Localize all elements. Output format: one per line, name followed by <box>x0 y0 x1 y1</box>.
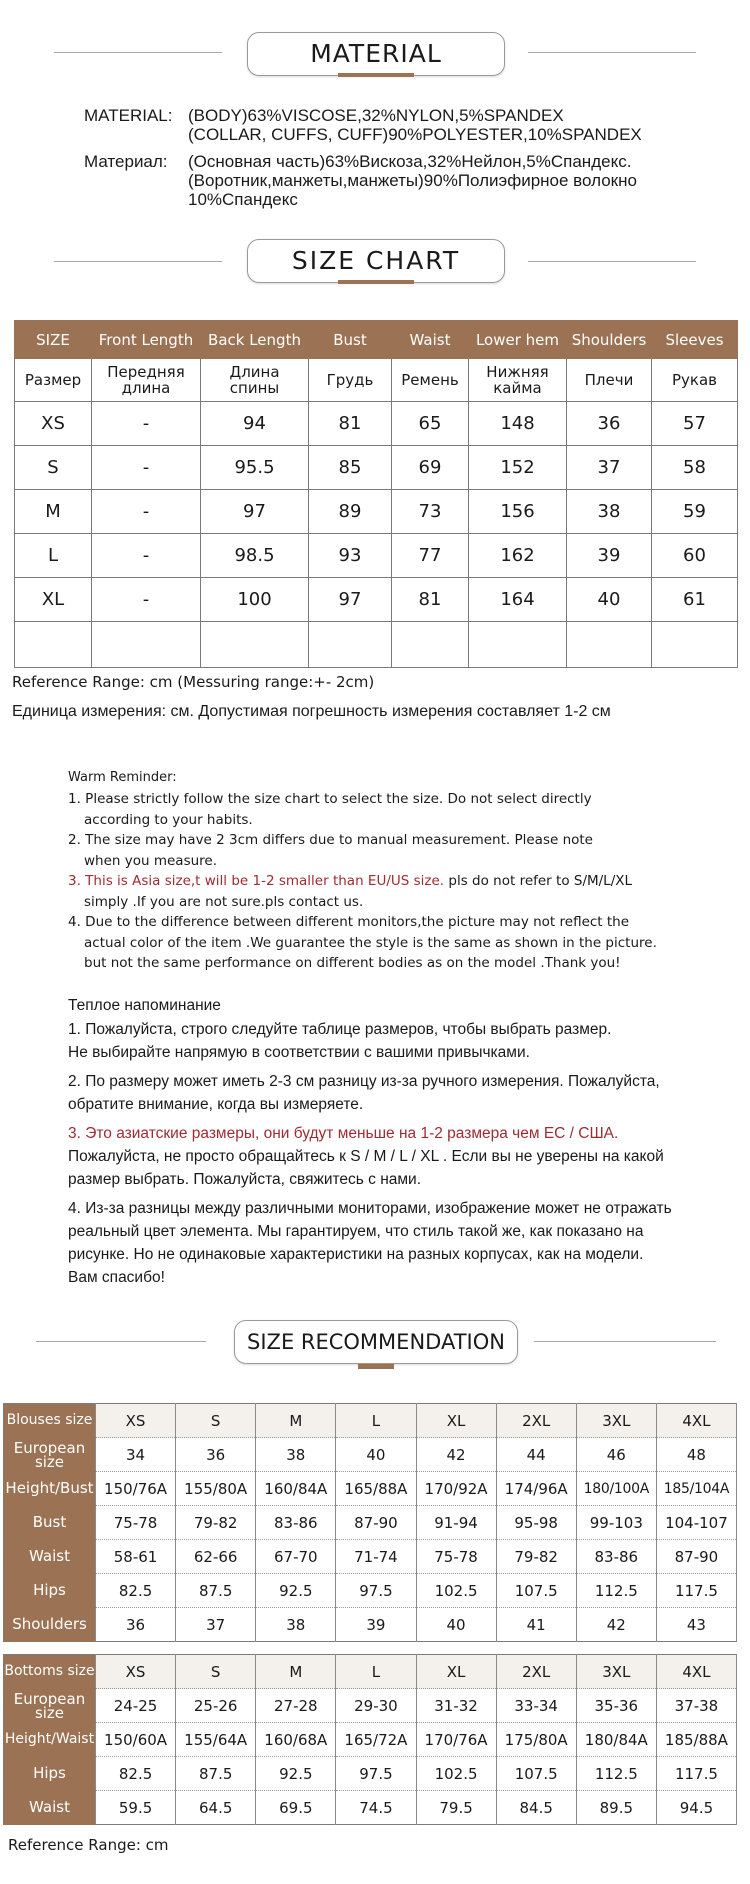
reminder-line: Не выбирайте напрямую в соответствии с вашими привычками. <box>68 1044 530 1061</box>
row-header-cell: Height/Bust <box>4 1472 96 1506</box>
reminder-line: 2. По размеру может иметь 2-3 см разницу из-за ручного измерения. Пожалуйста, <box>68 1073 660 1090</box>
reminder-highlight: 3. This is Asia size,t will be 1-2 smaller than EU/US size. <box>68 873 445 889</box>
value-cell: 79-82 <box>496 1540 576 1574</box>
header-cell: SIZE <box>15 321 92 359</box>
value-cell: 165/88A <box>336 1472 416 1506</box>
row-header-cell: Height/Waist <box>4 1723 96 1757</box>
warm-reminder-items <box>68 789 728 974</box>
value-cell: 174/96A <box>496 1472 576 1506</box>
header-cell: Front Length <box>92 321 201 359</box>
value-cell: 33-34 <box>496 1689 576 1723</box>
size-chart-header-ru-row <box>15 359 738 402</box>
bottoms-row <box>4 1791 737 1825</box>
material-ru-line: (Основная часть)63%Вискоза,32%Нейлон,5%Спандекс. <box>188 152 632 171</box>
measurement-cell: 60 <box>652 534 738 578</box>
row-header-cell: Hips <box>4 1574 96 1608</box>
value-cell: 102.5 <box>416 1574 496 1608</box>
value-cell: 180/100A <box>576 1472 656 1506</box>
measurement-cell: 73 <box>392 490 469 534</box>
value-cell: 38 <box>256 1608 336 1642</box>
measurement-cell: 57 <box>652 402 738 446</box>
value-cell: 97.5 <box>336 1757 416 1791</box>
empty-cell <box>92 622 201 668</box>
warm-reminder-ru-items <box>68 1018 738 1289</box>
measurement-cell: 93 <box>309 534 392 578</box>
size-chart-body <box>15 402 738 668</box>
reminder-line: реальный цвет элемента. Мы гарантируем, что стиль такой же, как показано на <box>68 1223 644 1240</box>
measurement-cell: 156 <box>469 490 567 534</box>
value-cell: 36 <box>176 1438 256 1472</box>
header-ru-cell <box>201 359 309 402</box>
measurement-cell: 97 <box>309 578 392 622</box>
header-cell: Sleeves <box>652 321 738 359</box>
empty-cell <box>309 622 392 668</box>
header-ru-text: длина <box>121 379 171 397</box>
empty-cell <box>652 622 738 668</box>
value-cell: 91-94 <box>416 1506 496 1540</box>
header-ru-text: Передняя <box>107 363 185 381</box>
value-cell: M <box>256 1404 336 1438</box>
value-cell: 58-61 <box>96 1540 176 1574</box>
value-cell: 117.5 <box>656 1757 736 1791</box>
header-cell: Shoulders <box>567 321 652 359</box>
measurement-cell: 36 <box>567 402 652 446</box>
size-label-cell: XS <box>15 402 92 446</box>
divider-line <box>528 52 696 53</box>
reminder-line: but not the same performance on different bodies as on the model .Thank you! <box>84 955 621 971</box>
size-chart-row <box>15 578 738 622</box>
value-cell: 4XL <box>656 1655 736 1689</box>
reminder-line <box>68 871 728 892</box>
reminder-item <box>68 830 728 871</box>
reminder-item <box>68 1197 738 1289</box>
value-cell: 99-103 <box>576 1506 656 1540</box>
value-cell: 104-107 <box>656 1506 736 1540</box>
header-ru-cell <box>392 359 469 402</box>
size-chart-row <box>15 446 738 490</box>
value-cell: 170/76A <box>416 1723 496 1757</box>
size-chart-row <box>15 490 738 534</box>
row-header-cell: Bust <box>4 1506 96 1540</box>
material-ru-line: 10%Спандекс <box>188 190 298 209</box>
measurement-cell: 58 <box>652 446 738 490</box>
row-header-cell: Hips <box>4 1757 96 1791</box>
blouses-row <box>4 1472 737 1506</box>
row-header-cell: Blouses size <box>4 1404 96 1438</box>
value-cell: 107.5 <box>496 1574 576 1608</box>
value-cell: 29-30 <box>336 1689 416 1723</box>
measurement-cell: 65 <box>392 402 469 446</box>
value-cell: 64.5 <box>176 1791 256 1825</box>
value-cell: 160/68A <box>256 1723 336 1757</box>
value-cell: 170/92A <box>416 1472 496 1506</box>
value-cell: 37-38 <box>656 1689 736 1723</box>
divider-line <box>534 1341 716 1342</box>
measurement-cell: 89 <box>309 490 392 534</box>
reminder-line: размер выбрать. Пожалуйста, свяжитесь с нами. <box>68 1171 422 1188</box>
reminder-line: 1. Please strictly follow the size chart to select the size. Do not select directly <box>68 791 592 807</box>
value-cell: 34 <box>96 1438 176 1472</box>
value-cell: M <box>256 1655 336 1689</box>
section-title-text: SIZE CHART <box>291 246 461 275</box>
value-cell: XL <box>416 1655 496 1689</box>
measurement-cell: 59 <box>652 490 738 534</box>
value-cell: 69.5 <box>256 1791 336 1825</box>
value-cell: 75-78 <box>96 1506 176 1540</box>
value-cell: 24-25 <box>96 1689 176 1723</box>
measurement-cell: 69 <box>392 446 469 490</box>
row-header-cell: Waist <box>4 1540 96 1574</box>
empty-cell <box>469 622 567 668</box>
measurement-cell: 85 <box>309 446 392 490</box>
value-cell: 180/84A <box>576 1723 656 1757</box>
value-cell: 92.5 <box>256 1574 336 1608</box>
size-chart-note-ru: Единица измерения: см. Допустимая погрешность измерения составляет 1-2 см <box>12 703 611 720</box>
value-cell: 2XL <box>496 1655 576 1689</box>
reminder-line: 1. Пожалуйста, строго следуйте таблице размеров, чтобы выбрать размер. <box>68 1021 612 1038</box>
material-ru-line: (Воротник,манжеты,манжеты)90%Полиэфирное волокно <box>188 171 637 190</box>
header-ru-text: Рукав <box>671 371 717 389</box>
value-cell: XL <box>416 1404 496 1438</box>
warm-reminder-title: Warm Reminder: <box>68 770 177 785</box>
value-cell: 3XL <box>576 1404 656 1438</box>
material-ru-label: Материал: <box>84 152 168 171</box>
reminder-item <box>68 789 728 830</box>
measurement-cell: 81 <box>392 578 469 622</box>
header-cell: Waist <box>392 321 469 359</box>
measurement-cell: - <box>92 402 201 446</box>
header-ru-text: Нижняя <box>486 363 549 381</box>
measurement-cell: 148 <box>469 402 567 446</box>
value-cell: 82.5 <box>96 1574 176 1608</box>
measurement-cell: 38 <box>567 490 652 534</box>
value-cell: 112.5 <box>576 1574 656 1608</box>
measurement-cell: 61 <box>652 578 738 622</box>
value-cell: 79-82 <box>176 1506 256 1540</box>
size-label-cell: S <box>15 446 92 490</box>
warm-reminder-en <box>68 770 728 974</box>
value-cell: 79.5 <box>416 1791 496 1825</box>
value-cell: L <box>336 1655 416 1689</box>
measurement-cell: 100 <box>201 578 309 622</box>
header-cell: Lower hem <box>469 321 567 359</box>
value-cell: 43 <box>656 1608 736 1642</box>
value-cell: 87.5 <box>176 1574 256 1608</box>
value-cell: 92.5 <box>256 1757 336 1791</box>
value-cell: 62-66 <box>176 1540 256 1574</box>
measurement-cell: 164 <box>469 578 567 622</box>
blouses-row <box>4 1540 737 1574</box>
value-cell: 40 <box>336 1438 416 1472</box>
size-chart-note-en: Reference Range: cm (Messuring range:+- 2cm) <box>12 673 375 691</box>
reminder-line: обратите внимание, когда вы измеряете. <box>68 1096 364 1113</box>
blouses-size-table <box>3 1403 737 1642</box>
header-cell: Bust <box>309 321 392 359</box>
measurement-cell: - <box>92 490 201 534</box>
header-ru-text: кайма <box>493 379 542 397</box>
empty-cell <box>201 622 309 668</box>
size-label-cell: M <box>15 490 92 534</box>
blouses-row <box>4 1438 737 1472</box>
reminder-line: when you measure. <box>84 852 218 869</box>
bottoms-row <box>4 1723 737 1757</box>
size-chart-row <box>15 402 738 446</box>
header-ru-cell <box>567 359 652 402</box>
empty-cell <box>567 622 652 668</box>
value-cell: XS <box>96 1655 176 1689</box>
divider-line <box>54 261 222 262</box>
material-en <box>84 106 724 146</box>
material-en-label: MATERIAL: <box>84 106 173 125</box>
size-chart-row <box>15 534 738 578</box>
reminder-item <box>68 1070 738 1116</box>
reminder-item <box>68 871 728 912</box>
title-accent-bar <box>338 73 414 77</box>
value-cell: 31-32 <box>416 1689 496 1723</box>
value-cell: 38 <box>256 1438 336 1472</box>
warm-reminder-ru-title: Теплое напоминание <box>68 997 221 1014</box>
value-cell: 97.5 <box>336 1574 416 1608</box>
value-cell: 185/88A <box>656 1723 736 1757</box>
measurement-cell: 37 <box>567 446 652 490</box>
value-cell: 160/84A <box>256 1472 336 1506</box>
value-cell: 185/104A <box>656 1472 736 1506</box>
value-cell: 83-86 <box>256 1506 336 1540</box>
bottoms-table-body <box>4 1655 737 1825</box>
header-ru-cell <box>309 359 392 402</box>
reminder-line: Пожалуйста, не просто обращайтесь к S / M / L / XL . Если вы не уверены на какой <box>68 1148 664 1165</box>
header-ru-text: Грудь <box>326 371 374 389</box>
material-en-line: (BODY)63%VISCOSE,32%NYLON,5%SPANDEX <box>188 106 564 125</box>
value-cell: L <box>336 1404 416 1438</box>
title-accent-bar <box>338 280 414 284</box>
value-cell: S <box>176 1655 256 1689</box>
empty-cell <box>15 622 92 668</box>
value-cell: XS <box>96 1404 176 1438</box>
title-accent-bar <box>358 1364 394 1369</box>
value-cell: 89.5 <box>576 1791 656 1825</box>
divider-line <box>36 1341 206 1342</box>
header-ru-text: Размер <box>24 371 82 389</box>
size-chart-empty-row <box>15 622 738 668</box>
value-cell: 95-98 <box>496 1506 576 1540</box>
row-header-cell: Waist <box>4 1791 96 1825</box>
measurement-cell: 97 <box>201 490 309 534</box>
bottoms-row <box>4 1757 737 1791</box>
header-ru-text: Длина <box>229 363 280 381</box>
value-cell: 27-28 <box>256 1689 336 1723</box>
divider-line <box>54 52 222 53</box>
row-header-cell: European size <box>4 1689 96 1723</box>
row-header-cell: Shoulders <box>4 1608 96 1642</box>
blouses-row <box>4 1404 737 1438</box>
reminder-line: simply .If you are not sure.pls contact us. <box>84 893 364 910</box>
blouses-table-body <box>4 1404 737 1642</box>
footer-reference-note: Reference Range: cm <box>8 1836 169 1854</box>
material-en-line: (COLLAR, CUFFS, CUFF)90%POLYESTER,10%SPANDEX <box>188 125 642 144</box>
row-header-cell: European size <box>4 1438 96 1472</box>
reminder-line: 2. The size may have 2 3cm differs due to manual measurement. Please note <box>68 832 593 848</box>
value-cell: 87.5 <box>176 1757 256 1791</box>
reminder-line: 4. Из-за разницы между различными мониторами, изображение может не отражать <box>68 1200 672 1217</box>
reminder-line <box>68 1122 738 1145</box>
measurement-cell: 94 <box>201 402 309 446</box>
value-cell: 84.5 <box>496 1791 576 1825</box>
size-chart-header-row <box>15 321 738 359</box>
value-cell: 87-90 <box>656 1540 736 1574</box>
value-cell: 150/60A <box>96 1723 176 1757</box>
value-cell: 102.5 <box>416 1757 496 1791</box>
value-cell: 155/80A <box>176 1472 256 1506</box>
section-title-text: MATERIAL <box>310 39 442 68</box>
value-cell: 94.5 <box>656 1791 736 1825</box>
value-cell: 46 <box>576 1438 656 1472</box>
reminder-line: Вам спасибо! <box>68 1269 165 1286</box>
measurement-cell: 81 <box>309 402 392 446</box>
value-cell: 44 <box>496 1438 576 1472</box>
reminder-item <box>68 1018 738 1064</box>
header-ru-cell <box>15 359 92 402</box>
measurement-cell: 39 <box>567 534 652 578</box>
empty-cell <box>392 622 469 668</box>
value-cell: 75-78 <box>416 1540 496 1574</box>
value-cell: 175/80A <box>496 1723 576 1757</box>
reminder-highlight: 3. Это азиатские размеры, они будут меньше на 1-2 размера чем ЕС / США. <box>68 1125 619 1142</box>
value-cell: 107.5 <box>496 1757 576 1791</box>
size-label-cell: XL <box>15 578 92 622</box>
reminder-text: pls do not refer to S/M/L/XL <box>444 873 633 889</box>
reminder-item <box>68 1122 738 1191</box>
section-title-text: SIZE RECOMMENDATION <box>247 1330 505 1354</box>
value-cell: 39 <box>336 1608 416 1642</box>
value-cell: 25-26 <box>176 1689 256 1723</box>
measurement-cell: - <box>92 446 201 490</box>
measurement-cell: 77 <box>392 534 469 578</box>
value-cell: 3XL <box>576 1655 656 1689</box>
value-cell: 2XL <box>496 1404 576 1438</box>
value-cell: 35-36 <box>576 1689 656 1723</box>
bottoms-size-table <box>3 1654 737 1825</box>
measurement-cell: 95.5 <box>201 446 309 490</box>
value-cell: 67-70 <box>256 1540 336 1574</box>
blouses-row <box>4 1506 737 1540</box>
value-cell: S <box>176 1404 256 1438</box>
reminder-line: actual color of the item .We guarantee the style is the same as shown in the picture. <box>84 934 657 951</box>
warm-reminder-ru <box>68 997 738 1295</box>
reminder-item <box>68 912 728 974</box>
header-ru-cell <box>92 359 201 402</box>
value-cell: 71-74 <box>336 1540 416 1574</box>
value-cell: 40 <box>416 1608 496 1642</box>
measurement-cell: 40 <box>567 578 652 622</box>
material-ru <box>84 152 724 212</box>
value-cell: 83-86 <box>576 1540 656 1574</box>
blouses-row <box>4 1574 737 1608</box>
reminder-line: according to your habits. <box>84 811 253 828</box>
divider-line <box>528 261 696 262</box>
bottoms-row <box>4 1655 737 1689</box>
size-chart-table <box>14 320 738 668</box>
value-cell: 59.5 <box>96 1791 176 1825</box>
value-cell: 74.5 <box>336 1791 416 1825</box>
value-cell: 117.5 <box>656 1574 736 1608</box>
section-title-material <box>247 32 505 76</box>
header-ru-text: Ремень <box>401 371 459 389</box>
measurement-cell: - <box>92 534 201 578</box>
bottoms-row <box>4 1689 737 1723</box>
section-title-size-chart <box>247 239 505 283</box>
size-label-cell: L <box>15 534 92 578</box>
value-cell: 42 <box>416 1438 496 1472</box>
measurement-cell: 98.5 <box>201 534 309 578</box>
header-ru-text: спины <box>229 379 280 397</box>
header-cell: Back Length <box>201 321 309 359</box>
section-title-size-recommendation <box>234 1320 518 1364</box>
value-cell: 4XL <box>656 1404 736 1438</box>
value-cell: 48 <box>656 1438 736 1472</box>
value-cell: 36 <box>96 1608 176 1642</box>
value-cell: 150/76A <box>96 1472 176 1506</box>
header-ru-text: Плечи <box>584 371 634 389</box>
header-ru-cell <box>652 359 738 402</box>
value-cell: 165/72A <box>336 1723 416 1757</box>
value-cell: 87-90 <box>336 1506 416 1540</box>
row-header-cell: Bottoms size <box>4 1655 96 1689</box>
value-cell: 37 <box>176 1608 256 1642</box>
value-cell: 82.5 <box>96 1757 176 1791</box>
value-cell: 155/64A <box>176 1723 256 1757</box>
reminder-line: рисунке. Но не одинаковые характеристики на разных корпусах, как на модели. <box>68 1246 644 1263</box>
measurement-cell: 152 <box>469 446 567 490</box>
value-cell: 41 <box>496 1608 576 1642</box>
measurement-cell: - <box>92 578 201 622</box>
blouses-row <box>4 1608 737 1642</box>
measurement-cell: 162 <box>469 534 567 578</box>
value-cell: 112.5 <box>576 1757 656 1791</box>
header-ru-cell <box>469 359 567 402</box>
reminder-line: 4. Due to the difference between different monitors,the picture may not reflect the <box>68 914 630 930</box>
value-cell: 42 <box>576 1608 656 1642</box>
